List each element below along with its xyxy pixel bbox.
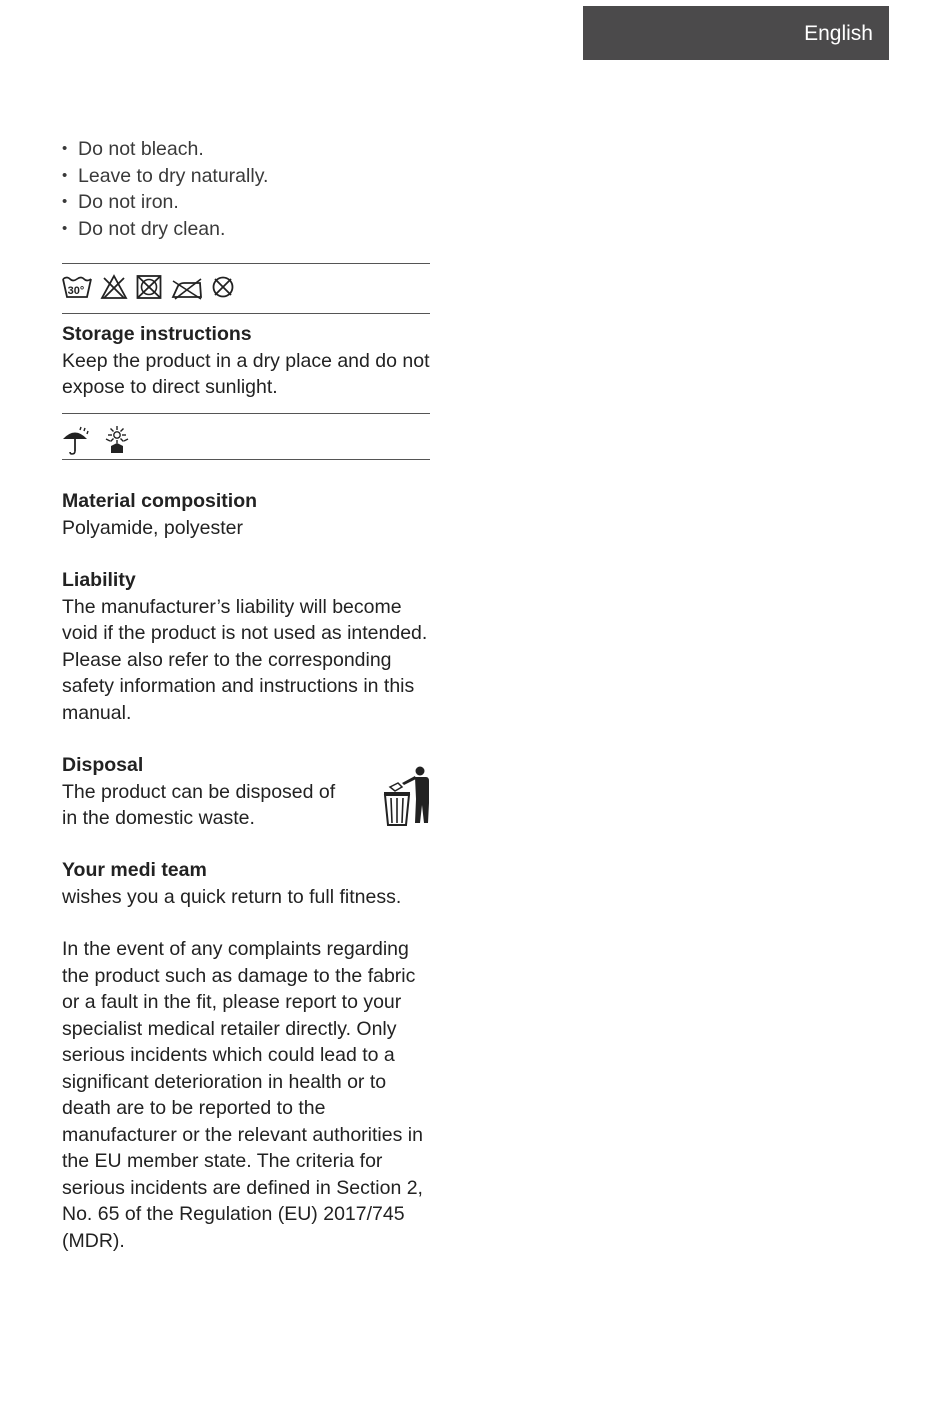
svg-text:30°: 30° bbox=[67, 285, 85, 297]
team-section bbox=[62, 857, 430, 910]
section-heading: Liability bbox=[62, 569, 136, 591]
storage-section bbox=[62, 321, 430, 401]
care-instructions-list bbox=[62, 136, 430, 242]
section-heading: Storage instructions bbox=[62, 323, 252, 345]
disposal-section bbox=[62, 752, 430, 832]
section-text: Keep the product in a dry place and do not expose to direct sunlight. bbox=[62, 349, 430, 398]
divider bbox=[62, 263, 430, 264]
no-bleach-icon bbox=[100, 273, 128, 301]
divider bbox=[62, 459, 430, 460]
care-instruction-item: • Do not iron. bbox=[62, 189, 430, 216]
section-text: In the event of any complaints regarding the product such as damage to the fabric or a fault in the fit, please report to your specialist medical retailer directly. Only serious incidents which could lead to a significant deterioration in health or to death are to be reported to the manufacturer or the relevant authorities in the EU member state. The criteria for serious incidents are defined in Section 2, No. 65 of the Regulation (EU) 2017/745 (MDR). bbox=[62, 938, 423, 1252]
complaints-section bbox=[62, 936, 430, 1254]
litter-bin-icon bbox=[382, 765, 432, 827]
material-section bbox=[62, 488, 430, 541]
keep-dry-umbrella-icon bbox=[62, 424, 90, 456]
no-iron-icon bbox=[170, 273, 204, 301]
care-instruction-item: • Do not bleach. bbox=[62, 136, 430, 163]
section-text: wishes you a quick return to full fitness. bbox=[62, 885, 402, 908]
section-heading: Your medi team bbox=[62, 859, 207, 881]
storage-symbols bbox=[62, 424, 132, 456]
section-text: The product can be disposed of in the domestic waste. bbox=[62, 780, 336, 829]
section-text: Polyamide, polyester bbox=[62, 516, 244, 539]
care-instruction-item: • Leave to dry naturally. bbox=[62, 163, 430, 190]
liability-section bbox=[62, 567, 430, 726]
no-tumble-dry-icon bbox=[135, 273, 163, 301]
section-heading: Material composition bbox=[62, 490, 258, 512]
divider bbox=[62, 413, 430, 414]
keep-away-from-sunlight-icon bbox=[102, 424, 132, 456]
language-tab: English bbox=[583, 6, 889, 60]
wash-30-icon bbox=[62, 273, 92, 301]
divider bbox=[62, 313, 430, 314]
section-heading: Disposal bbox=[62, 754, 144, 776]
section-text: The manufacturer’s liability will become void if the product is not used as intended. Please also refer to the corresponding safety information and instructions in this manual. bbox=[62, 595, 428, 724]
care-instruction-item: • Do not dry clean. bbox=[62, 216, 430, 243]
care-symbols bbox=[62, 273, 236, 301]
no-dry-clean-icon bbox=[210, 273, 236, 301]
